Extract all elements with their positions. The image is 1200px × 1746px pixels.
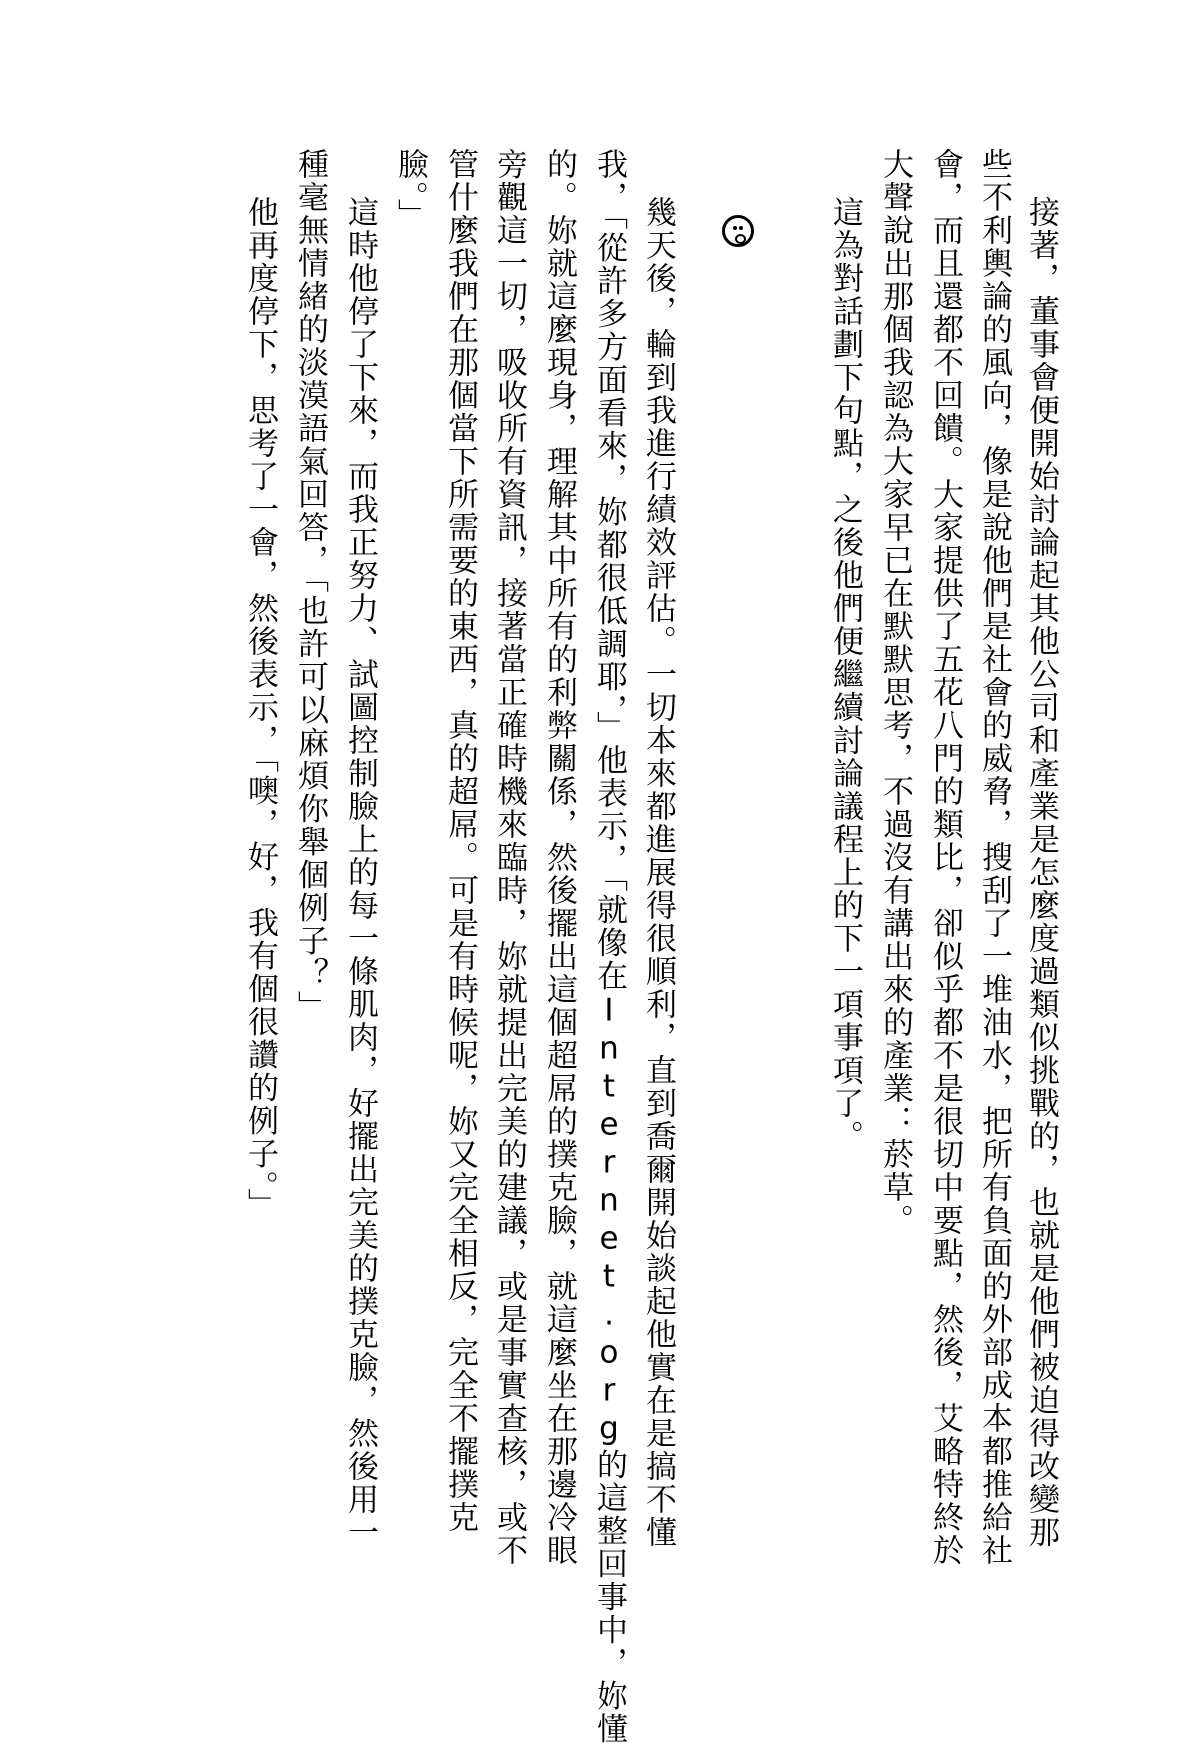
text-line: 的。妳就這麼現身，理解其中所有的利弊關係，然後擺出這個超屌的撲克臉，就這麼坐在那邊冷眼 xyxy=(541,148,577,1567)
text-line: 這時他停了下來，而我正努力、試圖控制臉上的每一條肌肉，好擺出完美的撲克臉，然後用一 xyxy=(342,196,378,1549)
text-line: 會，而且還都不回饋。大家提供了五花八門的類比，卻似乎都不是很切中要點，然後，艾略特終於 xyxy=(927,148,963,1567)
text-line: 我，「從許多方面看來，妳都很低調耶，」他表示，「就像在Internet.org的這整回事中，妳懂 xyxy=(591,148,627,1746)
text-line: 他再度停下，思考了一會，然後表示，「噢，好，我有個很讚的例子。」 xyxy=(242,196,278,1221)
surprised-face-icon xyxy=(722,215,754,247)
text-line: 旁觀這一切，吸收所有資訊，接著當正確時機來臨時，妳就提出完美的建議，或是事實查核，或不 xyxy=(491,148,527,1567)
text-line: 種毫無情緒的淡漠語氣回答，「也許可以麻煩你舉個例子？」 xyxy=(292,148,328,1024)
text-line: 管什麼我們在那個當下所需要的東西，真的超屌。可是有時候呢，妳又完全相反，完全不擺撲克 xyxy=(442,148,478,1534)
text-line: 接著，董事會便開始討論起其他公司和產業是怎麼度過類似挑戰的，也就是他們被迫得改變那 xyxy=(1023,196,1059,1549)
text-line: 大聲說出那個我認為大家早已在默默思考，不過沒有講出來的產業：菸草。 xyxy=(877,148,913,1237)
text-line: 臉。」 xyxy=(392,148,428,232)
text-line: 些不利輿論的風向，像是說他們是社會的威脅，搜刮了一堆油水，把所有負面的外部成本都推給社 xyxy=(976,148,1012,1567)
text-line: 幾天後，輪到我進行績效評估。一切本來都進展得很順利，直到喬爾開始談起他實在是搞不懂 xyxy=(640,196,676,1549)
text-line: 這為對話劃下句點，之後他們便繼續討論議程上的下一項事項了。 xyxy=(827,196,863,1153)
